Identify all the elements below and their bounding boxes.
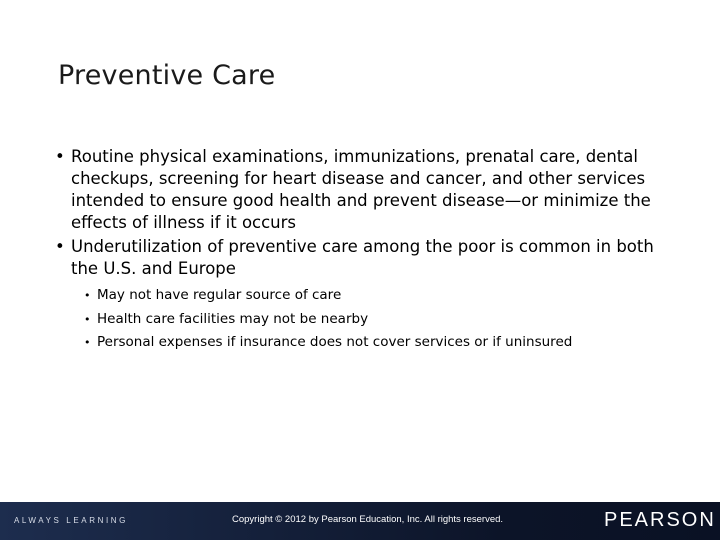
bullet-item [55,236,665,280]
sub-bullet-item [55,284,665,308]
bullet-text: Routine physical examinations, immunizations, prenatal care, dental checkups, screening for heart disease and cancer, and other services intended to ensure good health and prevent disease—or minimize the effects of illness if it occurs [71,147,651,232]
slide-content [55,146,665,355]
bullet-item [55,146,665,234]
sub-bullet-item [55,308,665,332]
bullet-marker: • [55,147,65,166]
footer-bar [0,502,720,540]
slide-title: Preventive Care [58,60,276,91]
sub-bullet-text: Health care facilities may not be nearby [97,310,369,327]
sub-bullet-text: Personal expenses if insurance does not cover services or if uninsured [97,334,573,350]
pearson-logo: PEARSON [604,509,716,531]
sub-bullet-marker: • [84,336,91,349]
footer-tagline: ALWAYS LEARNING [14,516,128,525]
bullet-marker: • [55,237,65,256]
bullet-text: Underutilization of preventive care among the poor is common in both the U.S. and Europe [71,237,654,278]
sub-bullet-list [55,284,665,355]
footer-copyright: Copyright © 2012 by Pearson Education, Inc. All rights reserved. [232,514,504,525]
sub-bullet-item [55,331,665,355]
sub-bullet-text: May not have regular source of care [97,287,342,303]
sub-bullet-marker: • [84,312,91,326]
sub-bullet-marker: • [84,289,91,302]
